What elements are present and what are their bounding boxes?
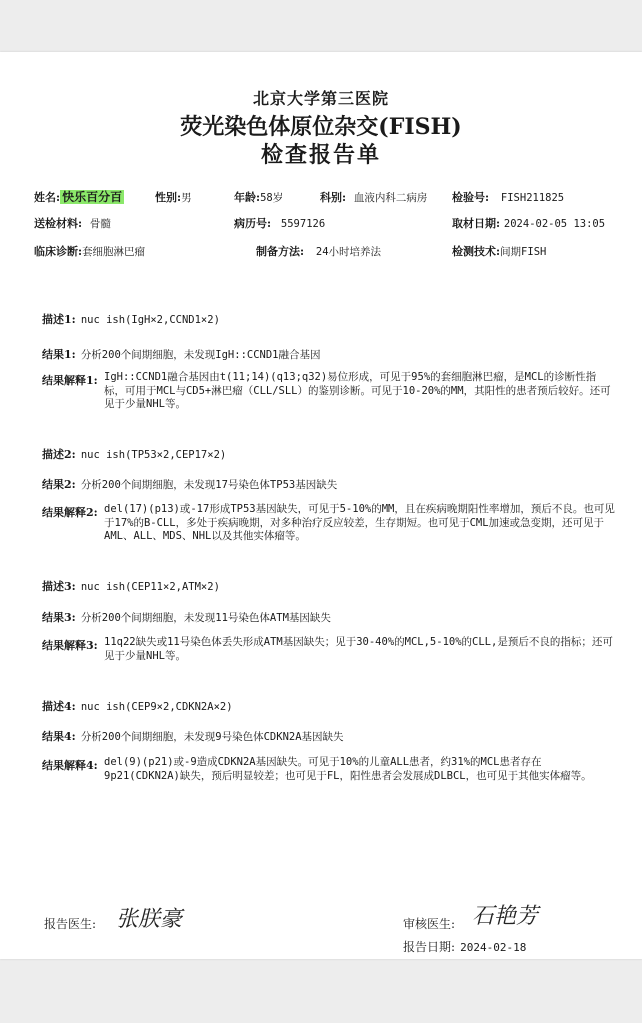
record-value: 5597126 <box>280 218 326 230</box>
report-date-value: 2024-02-18 <box>460 941 527 954</box>
dept-label: 科别: <box>320 191 347 204</box>
tech-value: 间期FISH <box>500 246 547 258</box>
desc-label: 描述3: <box>42 580 76 593</box>
age-value: 58岁 <box>260 192 284 204</box>
result-value: 分析200个间期细胞，未发现17号染色体TP53基因缺失 <box>80 479 338 491</box>
dept-value: 血液内科二病房 <box>353 192 428 204</box>
prep-field <box>256 243 381 259</box>
record-field <box>234 215 325 231</box>
sample-date-field <box>452 215 605 231</box>
section-4-expl: del(9)(p21)或-9造成CDKN2A基因缺失。可见于10%的儿童ALL患者，约31%的MCL患者存在9p21(CDKN2A)缺失，预后明显较差；也可见于FL，阳性患者会发展成DLBCL，也可见于其他实体瘤等。 <box>104 756 592 782</box>
age-label: 年龄: <box>234 191 261 204</box>
hospital-name: 北京大学第三医院 <box>252 89 389 108</box>
diagnosis-field <box>34 243 145 259</box>
section-4-desc <box>42 695 233 714</box>
desc-label: 描述4: <box>42 700 76 713</box>
sample-date-value: 2024-02-05 13:05 <box>503 218 606 230</box>
result-value: 分析200个间期细胞，未发现9号染色体CDKN2A基因缺失 <box>80 731 344 743</box>
reviewer-label: 审核医生: <box>403 917 456 931</box>
desc-label: 描述2: <box>42 448 76 461</box>
section-2-result <box>42 473 337 492</box>
report-subtitle: 检查报告单 <box>260 142 381 168</box>
prep-label: 制备方法: <box>256 245 305 258</box>
reviewer-signature: 石艳芳 <box>472 904 539 929</box>
material-field <box>34 215 111 231</box>
result-label: 结果3: <box>42 611 76 624</box>
sample-date-label: 取材日期: <box>452 217 501 230</box>
dept-field <box>320 189 427 205</box>
report-date-label: 报告日期: <box>403 940 456 954</box>
section-1-expl-label: 结果解释1: <box>42 374 98 387</box>
material-label: 送检材料: <box>34 217 83 230</box>
name-label: 姓名: <box>34 191 61 204</box>
desc-label: 描述1: <box>42 313 76 326</box>
sex-field <box>155 189 192 205</box>
tech-label: 检测技术: <box>452 245 501 258</box>
test-no-label: 检验号: <box>452 191 490 204</box>
section-1-desc <box>42 308 220 327</box>
section-3-desc <box>42 575 220 594</box>
diagnosis-label: 临床诊断: <box>34 245 83 258</box>
desc-value: nuc ish(TP53×2,CEP17×2) <box>80 449 227 461</box>
reporter-signature: 张朕豪 <box>116 907 183 932</box>
section-1-expl: IgH::CCND1融合基因由t(11;14)(q13;q32)易位形成，可见于95%的套细胞淋巴瘤，是MCL的诊断性指标，可用于MCL与CD5+淋巴瘤（CLL/SLL）的鉴别诊断。可见于10-20%的MM，其阳性的患者预后较好。还可见于少量NHL等。 <box>104 371 611 410</box>
prep-value: 24小时培养法 <box>315 246 382 258</box>
material-value: 骨髓 <box>89 218 111 230</box>
sex-value: 男 <box>181 192 192 204</box>
section-3-expl-label: 结果解释3: <box>42 639 98 652</box>
patient-name: 快乐百分百 <box>62 190 123 204</box>
desc-value: nuc ish(IgH×2,CCND1×2) <box>80 314 220 326</box>
section-4-expl-label: 结果解释4: <box>42 759 98 772</box>
result-value: 分析200个间期细胞，未发现11号染色体ATM基因缺失 <box>80 612 331 624</box>
tech-field <box>452 243 546 259</box>
section-3-expl: 11q22缺失或11号染色体丢失形成ATM基因缺失；见于30-40%的MCL,5-10%的CLL,是预后不良的指标；还可见于少量NHL等。 <box>104 636 613 662</box>
report-sheet <box>0 52 642 959</box>
result-label: 结果1: <box>42 348 76 361</box>
section-2-desc <box>42 443 226 462</box>
diagnosis-value: 套细胞淋巴瘤 <box>82 246 146 258</box>
desc-value: nuc ish(CEP11×2,ATM×2) <box>80 581 220 593</box>
section-1-result <box>42 343 321 362</box>
desc-value: nuc ish(CEP9×2,CDKN2A×2) <box>80 701 233 713</box>
reporter-label: 报告医生: <box>44 917 97 931</box>
report-title: 荧光染色体原位杂交(FISH) <box>180 114 462 140</box>
section-3-result <box>42 606 331 625</box>
section-4-result <box>42 725 344 744</box>
report-date <box>403 936 526 955</box>
section-2-expl: del(17)(p13)或-17形成TP53基因缺失，可见于5-10%的MM，且在疾病晚期阳性率增加，预后不良。也可见于17%的B-CLL，多处于疾病晚期，对多种治疗反应较差，生存期短。也可见于CML加速或急变期，还可见于AML、ALL、MDS、NHL以及其他实体瘤等。 <box>104 503 615 542</box>
sex-label: 性别: <box>155 191 182 204</box>
test-no-field <box>452 189 564 205</box>
result-value: 分析200个间期细胞，未发现IgH::CCND1融合基因 <box>80 349 321 361</box>
age-field <box>234 189 283 205</box>
section-2-expl-label: 结果解释2: <box>42 506 98 519</box>
test-no-value: FISH211825 <box>500 192 565 204</box>
result-label: 结果2: <box>42 478 76 491</box>
record-label: 病历号: <box>234 217 272 230</box>
result-label: 结果4: <box>42 730 76 743</box>
name-field <box>34 188 124 205</box>
